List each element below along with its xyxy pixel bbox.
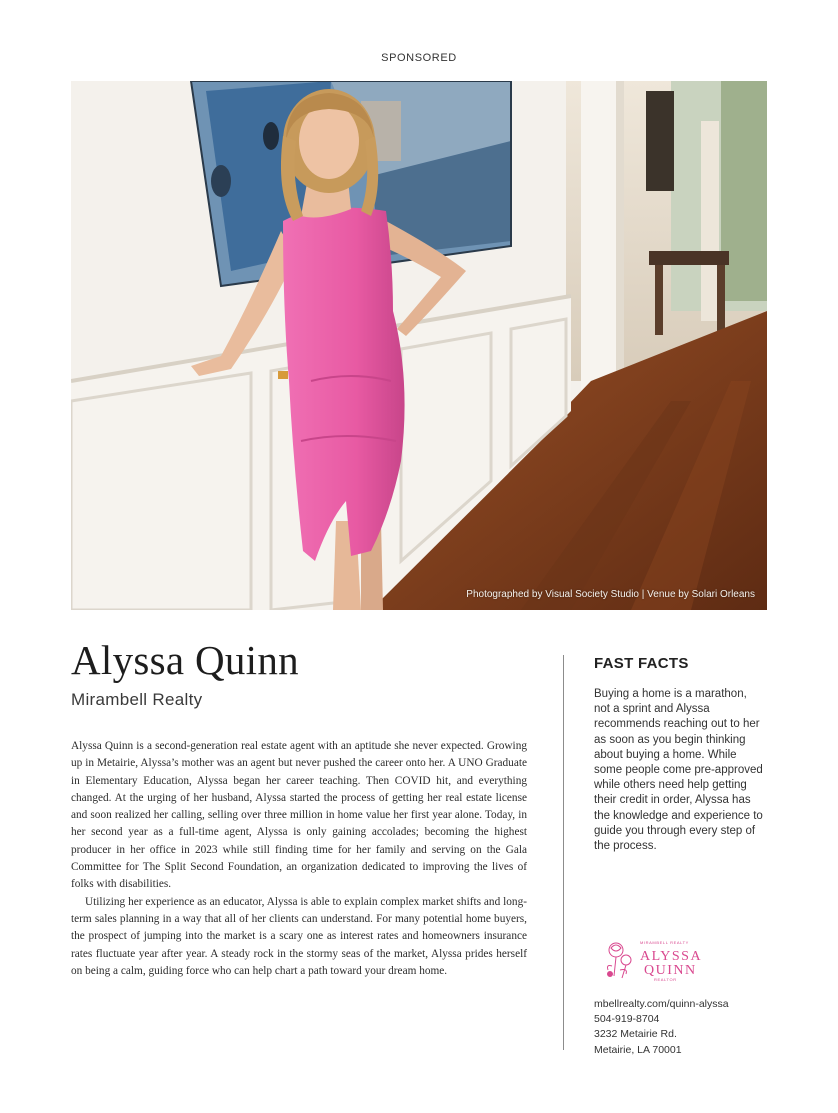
contact-block xyxy=(594,997,729,1058)
contact-phone[interactable]: 504-919-8704 xyxy=(594,1013,660,1026)
photo-credit: Photographed by Visual Society Studio | Venue by Solari Orleans xyxy=(466,589,755,600)
agent-name: Alyssa Quinn xyxy=(71,637,299,683)
rose-logo-icon xyxy=(602,936,712,986)
agent-company: Mirambell Realty xyxy=(71,690,203,709)
agent-bio xyxy=(71,738,527,980)
bio-paragraph: Utilizing her experience as an educator, Alyssa is able to explain complex market shifts and long-term sales planning in a way that all of her clients can understand. For many potential home buyers, the prospect of jumping into the market is a scary one as interest rates and homeowners insurance rates fluctuate year after year. A steady rock in the stormy seas of the market, Alyssa prides herself on being a calm, guiding force who can help chart a path toward your dream home. xyxy=(71,895,527,977)
contact-website[interactable]: mbellrealty.com/quinn-alyssa xyxy=(594,998,729,1010)
fast-facts-body: Buying a home is a marathon, not a sprint and Alyssa recommends reaching out to her as soon as you begin thinking about buying a home. While some people come pre-approved while others need help getting their credit in order, Alyssa has the knowledge and experience to guide you through every step of the process. xyxy=(594,688,763,853)
column-divider xyxy=(563,655,564,1050)
contact-address-line1: 3232 Metairie Rd. xyxy=(594,1028,677,1041)
photo-illustration xyxy=(71,81,767,610)
logo-line1: ALYSSA xyxy=(640,949,703,964)
fast-facts-heading: FAST FACTS xyxy=(594,655,689,672)
sponsored-label: SPONSORED xyxy=(381,52,457,64)
logo-top-text: MIRAMBELL REALTY xyxy=(640,940,689,945)
bio-paragraph: Alyssa Quinn is a second-generation real estate agent with an aptitude she never expected. Growing up in Metairie, Alyssa’s mother was an agent but never pushed the career onto her. A UNO Graduate in Elementary Education, Alyssa began her career teaching. Then COVID hit, and everything changed. At the urging of her husband, Alyssa started the process of getting her real estate license and soon realized her calling, selling over three million in home value her first year alone. Today, in her second year as a full-time agent, Alyssa is only gaining accolades; becoming the highest producer in her office in 2023 while still finding time for her family and serving on the Gala Committee for The Split Second Foundation, an organization dedicated to improving the lives of folks with disabilities. xyxy=(71,740,527,891)
contact-address-line2: Metairie, LA 70001 xyxy=(594,1043,682,1056)
logo-line2: QUINN xyxy=(644,963,697,978)
logo-bottom-text: REALTOR xyxy=(654,977,677,982)
agent-photo xyxy=(71,81,767,610)
alyssa-quinn-logo xyxy=(602,936,712,986)
